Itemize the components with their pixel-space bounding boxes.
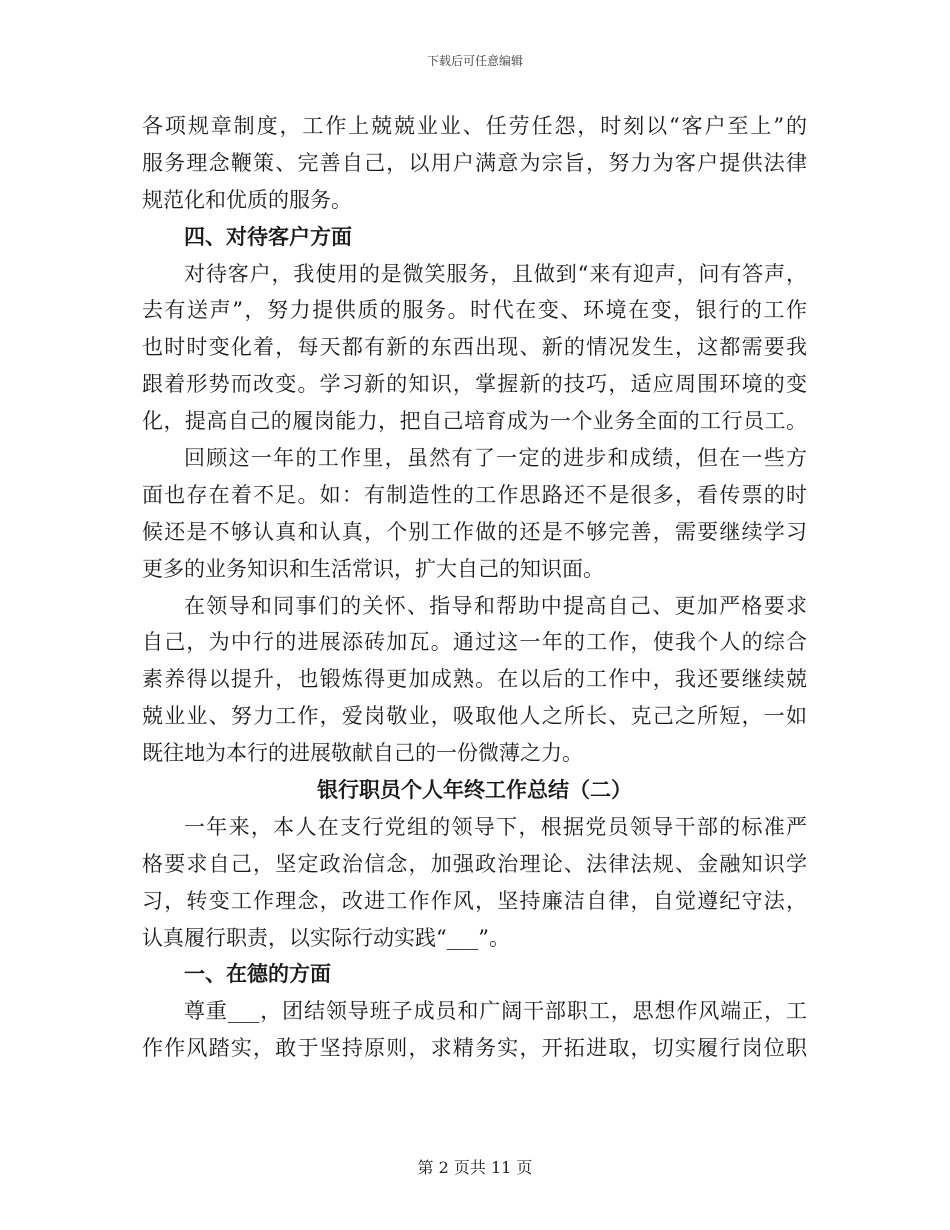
text-line: 对待客户，我使用的是微笑服务，且做到“来有迎声，问有答声， [184,261,807,286]
text-line: 既往地为本行的进展敬献自己的一份微薄之力。 [142,741,583,766]
text-line: 习，转变工作理念，改进工作作风，坚持廉洁自律，自觉遵纪守法， [142,888,807,913]
text-line: 兢业业、努力工作，爱岗敬业，吸取他人之所长、克己之所短，一如 [142,704,807,729]
text-line: 候还是不够认真和认真，个别工作做的还是不够完善，需要继续学习 [142,519,807,544]
text-line: 格要求自己，坚定政治信念，加强政治理论、法律法规、金融知识学 [142,851,807,876]
text-line: 规范化和优质的服务。 [142,187,352,212]
text-line: 面也存在着不足。如：有制造性的工作思路还不是很多，看传票的时 [142,482,807,507]
text-line: 自己，为中行的进展添砖加瓦。通过这一年的工作，使我个人的综合 [142,630,807,655]
section-heading: 四、对待客户方面 [184,223,352,249]
text-line: 化，提高自己的履岗能力，把自己培育成为一个业务全面的工行员工。 [142,409,807,434]
text-line: 服务理念鞭策、完善自己，以用户满意为宗旨，努力为客户提供法律 [142,150,807,175]
text-line: 也时时变化着，每天都有新的东西出现、新的情况发生，这都需要我 [142,335,807,360]
text-line: 作作风踏实，敢于坚持原则，求精务实，开拓进取，切实履行岗位职 [142,1036,807,1061]
text-line: 回顾这一年的工作里，虽然有了一定的进步和成绩，但在一些方 [184,446,807,471]
text-line: 在领导和同事们的关怀、指导和帮助中提高自己、更加严格要求 [184,593,807,618]
text-line: 尊重___，团结领导班子成员和广阔干部职工，思想作风端正，工 [184,999,807,1024]
text-line: 跟着形势而改变。学习新的知识，掌握新的技巧，适应周围环境的变 [142,372,807,397]
document-body [142,108,807,1067]
text-line: 一年来，本人在支行党组的领导下，根据党员领导干部的标准严 [184,814,807,839]
text-line: 更多的业务知识和生活常识，扩大自己的知识面。 [142,556,604,581]
page-header: 下载后可任意编辑 [426,54,523,68]
text-line: 认真履行职责，以实际行动实践“___”。 [142,925,510,950]
text-line: 素养得以提升，也锻炼得更加成熟。在以后的工作中，我还要继续兢 [142,667,807,692]
section-title: 银行职员个人年终工作总结（二） [317,777,632,803]
section-heading: 一、在德的方面 [184,961,331,987]
text-line: 各项规章制度，工作上兢兢业业、任劳任怨，时刻以“客户至上”的 [142,114,807,138]
page-footer: 第 2 页共 11 页 [417,1158,533,1177]
text-line: 去有送声”，努力提供质的服务。时代在变、环境在变，银行的工作 [142,298,807,323]
